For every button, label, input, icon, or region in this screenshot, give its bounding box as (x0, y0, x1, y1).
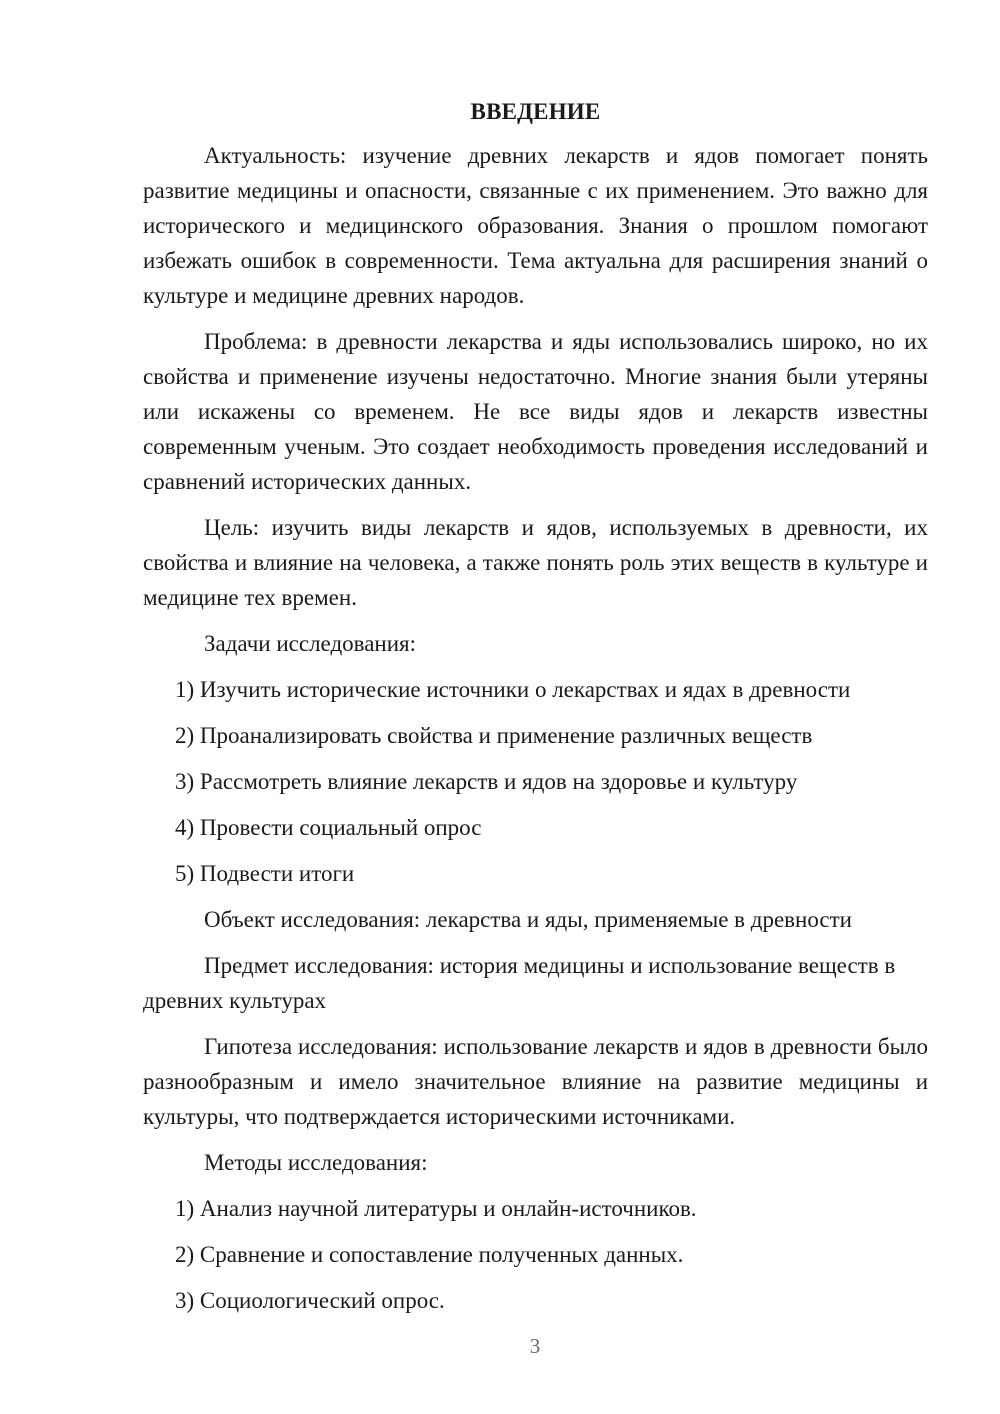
goal-paragraph: Цель: изучить виды лекарств и ядов, используемых в древности, их свойства и влияние на человека, а также понять роль этих веществ в культуре и медицине тех времен. (143, 515, 928, 610)
methods-heading: Методы исследования: (204, 1150, 428, 1175)
relevance-paragraph: Актуальность: изучение древних лекарств и ядов помогает понять развитие медицины и опасности, связанные с их применением. Это важно для исторического и медицинского образования. Знания о прошлом помогают избежать ошибок в современности. Тема актуальна для расширения знаний о культуре и медицине древних народов. (143, 143, 928, 308)
list-item: 1) Изучить исторические источники о лекарствах и ядах в древности (175, 677, 851, 702)
list-item: 2) Сравнение и сопоставление полученных данных. (175, 1242, 684, 1267)
page-number: 3 (529, 1334, 541, 1358)
tasks-list (143, 672, 928, 891)
tasks-heading: Задачи исследования: (204, 631, 417, 656)
list-item: 3) Рассмотреть влияние лекарств и ядов на здоровье и культуру (175, 769, 798, 794)
problem-paragraph: Проблема: в древности лекарства и яды использовались широко, но их свойства и применение изучены недостаточно. Многие знания были утеряны или искажены со временем. Не все виды ядов и лекарств известны современным ученым. Это создает необходимость проведения исследований и сравнений исторических данных. (143, 329, 928, 494)
list-item: 4) Провести социальный опрос (175, 815, 482, 840)
list-item: 5) Подвести итоги (175, 861, 355, 886)
document-page (143, 95, 928, 1329)
subject-paragraph: Предмет исследования: история медицины и использование веществ в древних культурах (143, 953, 896, 1013)
object-paragraph: Объект исследования: лекарства и яды, применяемые в древности (204, 907, 852, 932)
hypothesis-paragraph: Гипотеза исследования: использование лекарств и ядов в древности было разнообразным и имело значительное влияние на развитие медицины и культуры, что подтверждается историческими источниками. (143, 1034, 928, 1129)
list-item: 2) Проанализировать свойства и применение различных веществ (175, 723, 813, 748)
methods-list (143, 1191, 928, 1318)
list-item: 1) Анализ научной литературы и онлайн-источников. (175, 1196, 697, 1221)
list-item: 3) Социологический опрос. (175, 1288, 445, 1313)
page-title: ВВЕДЕНИЕ (470, 99, 601, 124)
